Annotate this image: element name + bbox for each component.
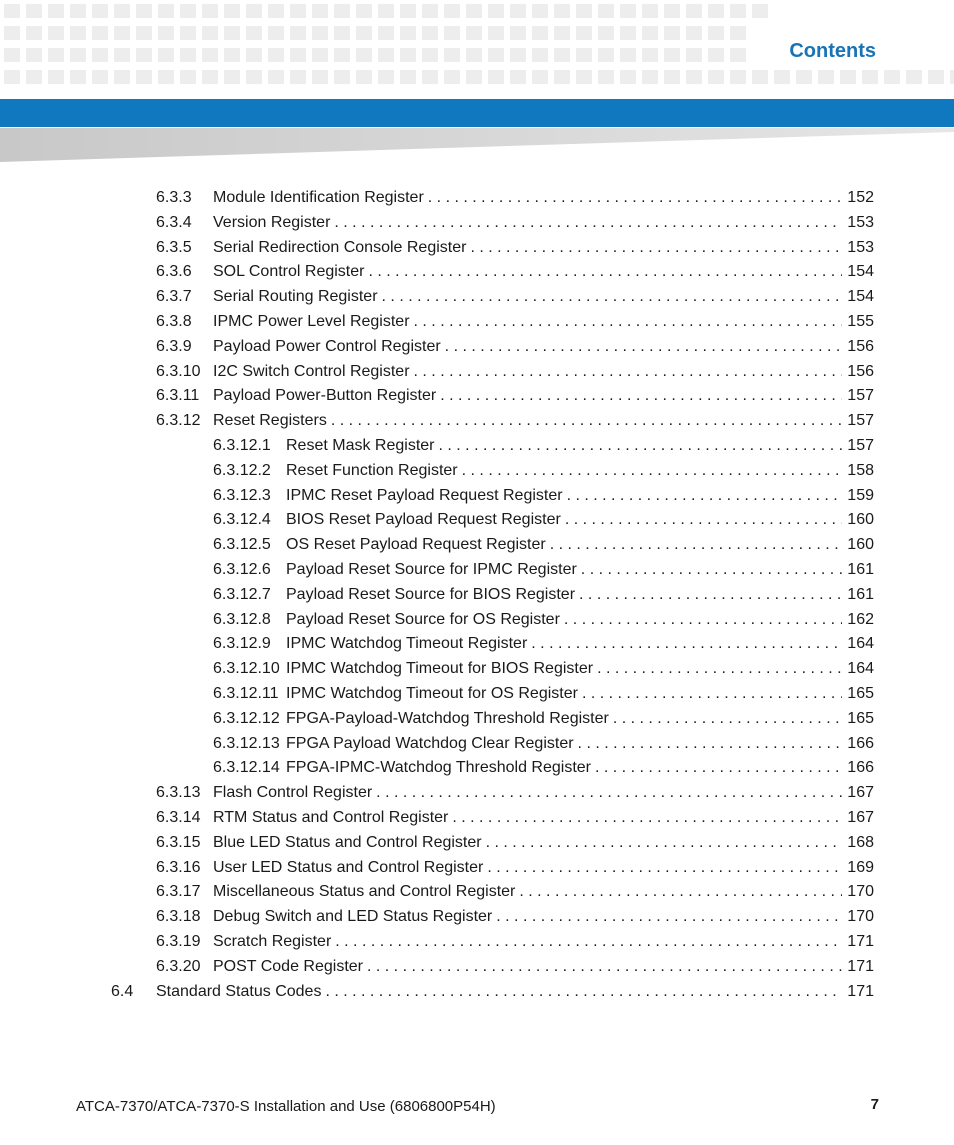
toc-leader-dots [331,409,842,433]
page-title: Contents [789,40,876,62]
toc-entry-title: Payload Reset Source for IPMC Register [286,561,577,578]
toc-leader-dots [367,955,842,979]
toc-entry-page: 154 [847,288,874,306]
toc-entry-page: 168 [847,833,874,851]
toc-entry-title: FPGA Payload Watchdog Clear Register [286,734,574,752]
toc-entry-number: 6.3.8 [156,313,192,330]
toc-entry-page: 171 [847,982,874,1000]
toc-entry-page: 154 [847,263,874,281]
toc-entry[interactable] [156,211,874,235]
toc-entry-page: 155 [847,313,874,330]
toc-entry-title: FPGA-Payload-Watchdog Threshold Register [286,709,609,727]
toc-leader-dots [440,384,842,408]
toc-entry-title: Standard Status Codes [156,982,322,1000]
toc-leader-dots [428,186,842,210]
toc-leader-dots [496,905,842,929]
toc-entry-title: Payload Reset Source for BIOS Register [286,585,576,603]
toc-entry-number: 6.3.3 [156,189,192,206]
toc-entry-number: 6.4 [111,982,134,1000]
toc-entry[interactable] [156,905,874,929]
toc-entry-number: 6.3.12.5 [213,536,271,554]
toc-entry[interactable] [213,608,874,632]
toc-leader-dots [564,608,842,632]
toc-entry-number: 6.3.9 [156,337,192,355]
toc-entry-title: OS Reset Payload Request Register [286,536,546,554]
toc-entry-title: IPMC Power Level Register [213,313,410,330]
toc-leader-dots [581,558,842,582]
toc-entry-page: 153 [847,238,874,256]
toc-leader-dots [519,880,842,904]
toc-leader-dots [334,211,842,235]
toc-leader-dots [414,310,842,334]
toc-entry[interactable] [156,831,874,855]
toc-leader-dots [597,657,842,681]
toc-entry-page: 166 [847,759,874,777]
toc-entry-page: 167 [847,809,874,826]
toc-entry-number: 6.3.12.3 [213,486,271,504]
toc-leader-dots [414,360,842,384]
toc-entry-number: 6.3.5 [156,238,192,256]
toc-entry-number: 6.3.12 [156,412,201,430]
toc-entry[interactable] [156,806,874,830]
toc-entry-title: RTM Status and Control Register [213,809,449,826]
toc-entry[interactable] [213,459,874,483]
toc-leader-dots [565,508,842,532]
toc-entry-page: 156 [847,362,874,380]
toc-entry-page: 171 [847,933,874,950]
toc-entry-page: 166 [847,734,874,752]
toc-entry[interactable] [156,955,874,979]
toc-entry-title: Reset Registers [213,412,327,430]
toc-entry-page: 159 [847,486,874,504]
toc-leader-dots [579,583,842,607]
toc-entry-title: POST Code Register [213,957,363,975]
toc-entry-number: 6.3.12.11 [213,685,279,702]
toc-entry-title: Reset Mask Register [286,437,435,454]
toc-entry-title: Miscellaneous Status and Control Register [213,883,516,901]
toc-entry[interactable] [213,583,874,607]
toc-leader-dots [470,236,842,260]
toc-entry-page: 165 [847,709,874,727]
toc-entry-page: 158 [847,461,874,479]
toc-entry[interactable] [213,632,874,656]
toc-entry-title: Scratch Register [213,933,332,950]
toc-entry[interactable] [213,756,874,780]
toc-leader-dots [578,732,842,756]
toc-leader-dots [368,260,842,284]
toc-entry-page: 169 [847,858,874,876]
toc-entry[interactable] [111,980,874,1004]
toc-leader-dots [567,484,842,508]
toc-entry-number: 6.3.12.7 [213,585,271,603]
toc-entry[interactable] [156,781,874,805]
toc-entry[interactable] [156,236,874,260]
toc-entry-number: 6.3.18 [156,908,201,926]
toc-entry-page: 170 [847,908,874,926]
toc-entry-title: Blue LED Status and Control Register [213,833,482,851]
toc-leader-dots [445,335,842,359]
toc-entry-number: 6.3.14 [156,809,201,826]
toc-entry-number: 6.3.12.1 [213,437,271,454]
toc-entry-number: 6.3.12.8 [213,610,271,628]
toc-entry[interactable] [213,732,874,756]
toc-entry-page: 164 [847,635,874,653]
toc-entry-number: 6.3.12.2 [213,461,271,479]
toc-entry-number: 6.3.4 [156,213,192,231]
toc-entry-number: 6.3.12.6 [213,561,271,578]
toc-entry-number: 6.3.12.12 [213,709,280,727]
toc-entry-page: 157 [847,437,874,454]
toc-leader-dots [487,856,842,880]
toc-entry-title: FPGA-IPMC-Watchdog Threshold Register [286,759,591,777]
toc-leader-dots [452,806,842,830]
toc-entry-page: 160 [847,536,874,554]
toc-leader-dots [376,781,842,805]
toc-entry-number: 6.3.12.9 [213,635,271,653]
toc-leader-dots [462,459,842,483]
toc-entry-title: IPMC Reset Payload Request Register [286,486,563,504]
toc-entry-number: 6.3.12.14 [213,759,280,777]
toc-entry-page: 152 [847,189,874,206]
toc-entry-number: 6.3.19 [156,933,201,950]
toc-entry[interactable] [213,707,874,731]
toc-entry-title: IPMC Watchdog Timeout Register [286,635,528,653]
toc-leader-dots [486,831,842,855]
toc-entry-number: 6.3.11 [156,387,200,405]
toc-entry-number: 6.3.20 [156,957,201,975]
toc-entry-title: Payload Power-Button Register [213,387,437,405]
toc-leader-dots [595,756,842,780]
toc-entry-page: 156 [847,337,874,355]
toc-entry[interactable] [156,856,874,880]
toc-entry-page: 162 [847,610,874,628]
toc-leader-dots [382,285,842,309]
toc-entry-title: IPMC Watchdog Timeout for BIOS Register [286,660,594,678]
toc-entry[interactable] [156,260,874,284]
toc-entry[interactable] [156,384,874,408]
toc-leader-dots [582,682,842,706]
toc-entry-page: 161 [847,561,874,578]
header-gray-band [0,128,954,164]
toc-entry-title: Reset Function Register [286,461,458,479]
toc-entry[interactable] [156,880,874,904]
toc-entry-title: BIOS Reset Payload Request Register [286,511,561,529]
toc-entry[interactable] [213,558,874,582]
toc-entry[interactable] [156,186,874,210]
toc-entry-page: 157 [847,412,874,430]
toc-entry-page: 161 [847,585,874,603]
toc-leader-dots [335,930,842,954]
toc-entry[interactable] [156,930,874,954]
toc-entry-title: IPMC Watchdog Timeout for OS Register [286,685,578,702]
toc-entry-number: 6.3.13 [156,784,201,802]
toc-entry-title: Serial Routing Register [213,288,378,306]
toc-leader-dots [550,533,842,557]
toc-entry-page: 157 [847,387,874,405]
toc-leader-dots [325,980,842,1004]
toc-entry-number: 6.3.17 [156,883,201,901]
toc-entry-number: 6.3.7 [156,288,192,306]
toc-leader-dots [439,434,843,458]
toc-entry-number: 6.3.15 [156,833,201,851]
toc-entry[interactable] [156,409,874,433]
toc-entry-page: 164 [847,660,874,678]
toc-entry-number: 6.3.6 [156,263,192,281]
toc-entry-page: 153 [847,213,874,231]
toc-entry[interactable] [213,533,874,557]
toc-entry-title: Debug Switch and LED Status Register [213,908,493,926]
toc-entry[interactable] [156,360,874,384]
toc-entry-title: Module Identification Register [213,189,424,206]
toc-entry[interactable] [156,335,874,359]
toc-entry-number: 6.3.12.4 [213,511,271,529]
toc-entry[interactable] [156,310,874,334]
header-accent-bar [0,99,954,127]
toc-leader-dots [531,632,842,656]
footer-document-title: ATCA-7370/ATCA-7370-S Installation and Use (6806800P54H) [76,1098,496,1115]
toc-entry-title: I2C Switch Control Register [213,362,410,380]
toc-entry-page: 170 [847,883,874,901]
toc-entry[interactable] [156,285,874,309]
toc-entry-number: 6.3.10 [156,362,201,380]
toc-entry-page: 160 [847,511,874,529]
toc-entry-title: SOL Control Register [213,263,365,281]
toc-entry-number: 6.3.12.10 [213,660,280,678]
toc-entry[interactable] [213,657,874,681]
toc-entry-title: Payload Reset Source for OS Register [286,610,560,628]
toc-entry-title: Flash Control Register [213,784,373,802]
toc-entry[interactable] [213,682,874,706]
toc-entry-title: Version Register [213,213,331,231]
toc-entry[interactable] [213,508,874,532]
toc-entry-page: 167 [847,784,874,802]
toc-leader-dots [613,707,842,731]
toc-entry[interactable] [213,484,874,508]
footer-page-number: 7 [870,1096,879,1113]
toc-entry[interactable] [213,434,874,458]
toc-entry-page: 171 [847,957,874,975]
toc-entry-title: User LED Status and Control Register [213,858,484,876]
toc-entry-title: Serial Redirection Console Register [213,238,467,256]
toc-entry-number: 6.3.16 [156,858,201,876]
toc-entry-number: 6.3.12.13 [213,734,280,752]
toc-entry-title: Payload Power Control Register [213,337,441,355]
toc-entry-page: 165 [847,685,874,702]
